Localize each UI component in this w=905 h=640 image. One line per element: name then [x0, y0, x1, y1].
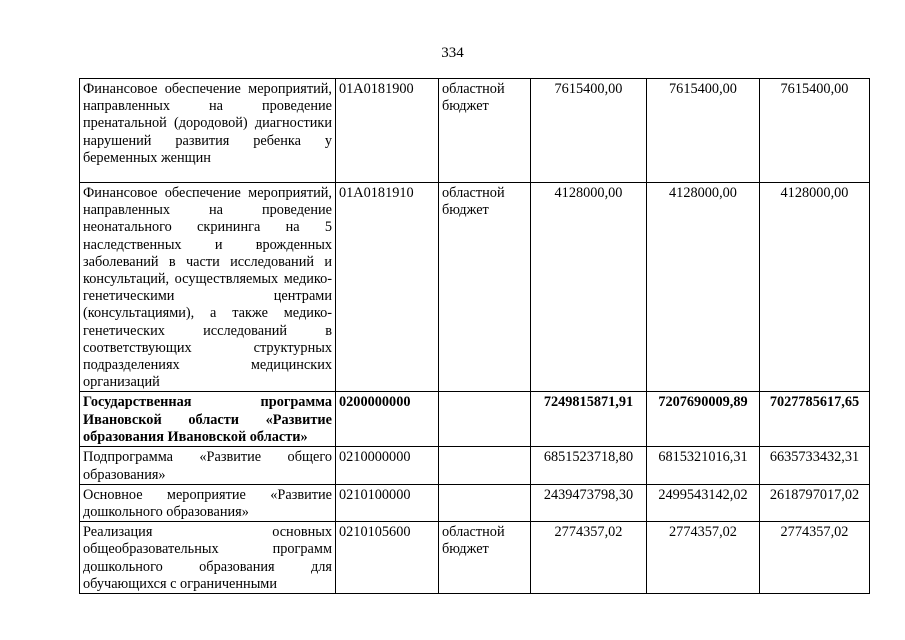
row-value-1: 2774357,02 — [531, 522, 647, 594]
row-value-2: 4128000,00 — [647, 183, 760, 392]
row-source: областной бюджет — [439, 183, 531, 392]
row-name-cell — [80, 183, 336, 392]
row-code: 0200000000 — [336, 392, 439, 447]
row-value-1: 6851523718,80 — [531, 447, 647, 484]
row-source — [439, 392, 531, 447]
row-value-1: 7615400,00 — [531, 79, 647, 183]
table-row — [80, 392, 870, 447]
row-value-1: 4128000,00 — [531, 183, 647, 392]
row-code: 0210000000 — [336, 447, 439, 484]
row-value-2: 2499543142,02 — [647, 484, 760, 521]
row-source — [439, 484, 531, 521]
row-code: 0210100000 — [336, 484, 439, 521]
row-name: Государственная программа Ивановской области «Развитие образования Ивановской области» — [83, 394, 332, 445]
row-source: областной бюджет — [439, 522, 531, 594]
row-value-3: 6635733432,31 — [760, 447, 870, 484]
row-name: Финансовое обеспечение мероприятий, направленных на проведение неонатального скрининга на 5 наследственных и врожденных заболеваний в части исследований и консультаций, осуществляемых медико-генетическими центрами (консультациями), а также медико-генетических исследований в соответствующих структурных подразделениях медицинских организаций — [83, 185, 332, 391]
row-name: Подпрограмма «Развитие общего образования» — [83, 449, 332, 483]
row-code: 01А0181900 — [336, 79, 439, 183]
table-row — [80, 484, 870, 521]
row-source: областной бюджет — [439, 79, 531, 183]
row-value-2: 7615400,00 — [647, 79, 760, 183]
table-row — [80, 447, 870, 484]
row-name-cell — [80, 522, 336, 594]
row-name-cell — [80, 79, 336, 183]
row-value-1: 7249815871,91 — [531, 392, 647, 447]
row-name: Реализация основных общеобразовательных программ дошкольного образования для обучающихся с ограниченными — [83, 524, 332, 592]
row-value-3: 2618797017,02 — [760, 484, 870, 521]
table-row — [80, 79, 870, 183]
row-name-cell — [80, 392, 336, 447]
row-value-2: 6815321016,31 — [647, 447, 760, 484]
row-value-3: 7027785617,65 — [760, 392, 870, 447]
row-value-3: 7615400,00 — [760, 79, 870, 183]
table-row — [80, 522, 870, 594]
row-value-2: 7207690009,89 — [647, 392, 760, 447]
row-name: Финансовое обеспечение мероприятий, направленных на проведение пренатальной (дородовой) диагностики нарушений развития ребенка у беременных женщин — [83, 81, 332, 166]
page-number: 334 — [441, 45, 464, 61]
row-name: Основное мероприятие «Развитие дошкольного образования» — [83, 486, 332, 521]
table-row — [80, 183, 870, 392]
row-value-2: 2774357,02 — [647, 522, 760, 594]
row-value-3: 2774357,02 — [760, 522, 870, 594]
row-value-1: 2439473798,30 — [531, 484, 647, 521]
row-name-cell — [80, 447, 336, 484]
budget-table — [79, 78, 870, 594]
row-code: 0210105600 — [336, 522, 439, 594]
row-source — [439, 447, 531, 484]
row-name-cell — [80, 484, 336, 521]
row-code: 01А0181910 — [336, 183, 439, 392]
row-value-3: 4128000,00 — [760, 183, 870, 392]
budget-table-body — [80, 79, 870, 594]
